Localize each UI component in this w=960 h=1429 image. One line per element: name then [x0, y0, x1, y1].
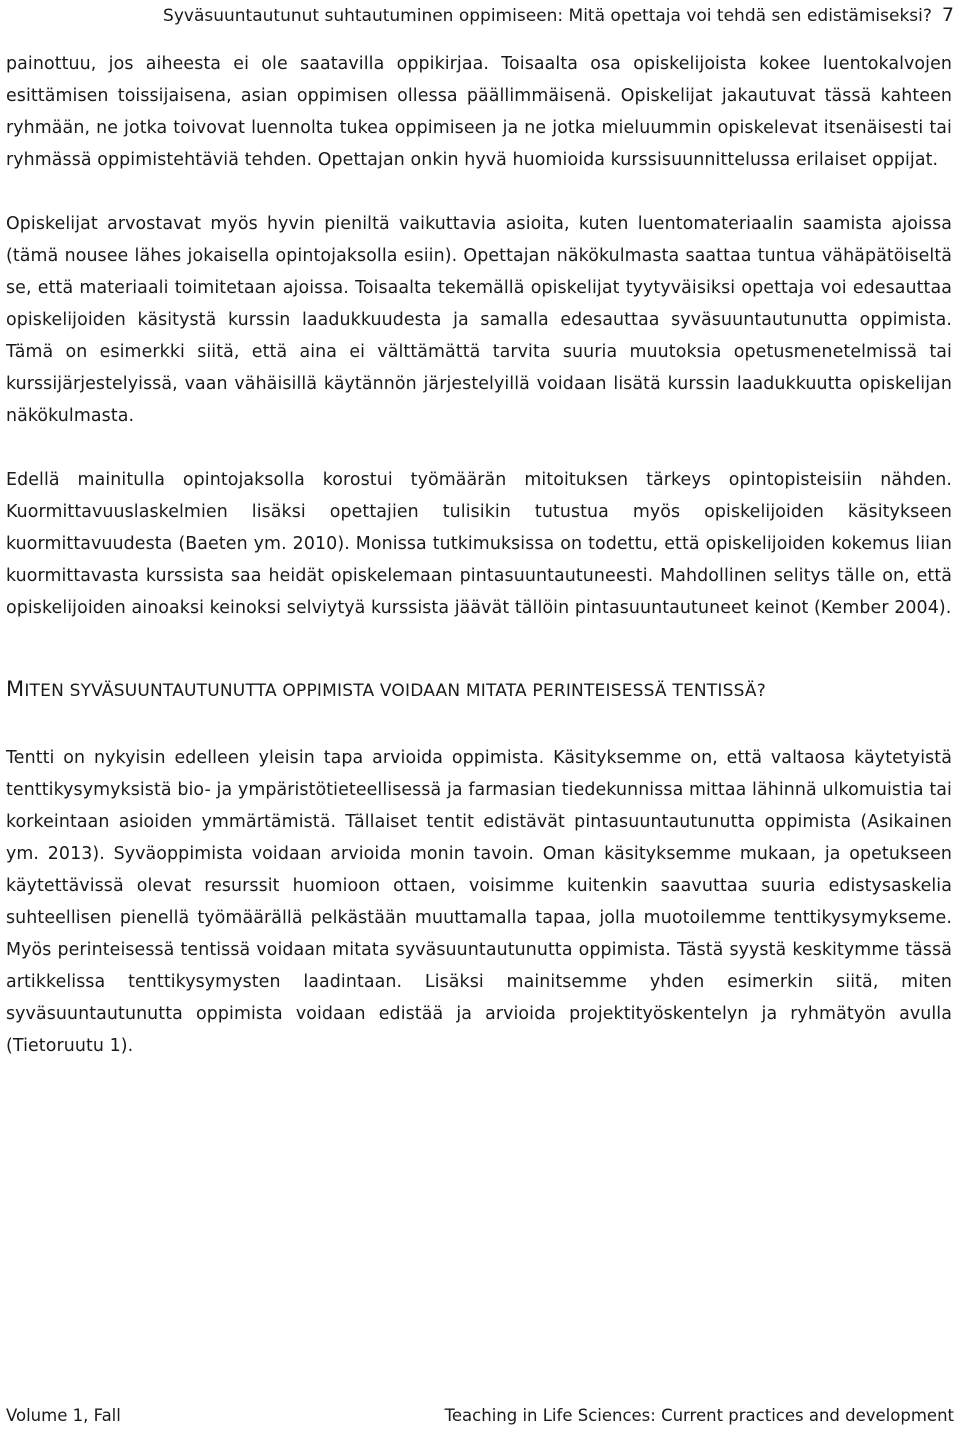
footer-volume: Volume 1, Fall [6, 1406, 121, 1425]
paragraph-1: painottuu, jos aiheesta ei ole saatavilla oppikirjaa. Toisaalta osa opiskelijoista kokee luentokalvojen esittämisen toissijaisena, asian oppimisen ollessa päällimmäisenä. Opiskelijat jakautuvat tässä kahteen ryhmään, ne jotka toivovat luennolta tukea oppimiseen ja ne jotka mieluummin opiskelevat itsenäisesti tai ryhmässä oppimistehtäviä tehden. Opettajan onkin hyvä huomioida kurssisuunnittelussa erilaiset oppijat. [6, 54, 952, 170]
footer-journal-title: Teaching in Life Sciences: Current practices and development [444, 1406, 954, 1425]
page-number: 7 [941, 4, 954, 26]
article-body [6, 48, 952, 1062]
running-title: Syväsuuntautunut suhtautuminen oppimiseen: Mitä opettaja voi tehdä sen edistämiseksi? [163, 6, 932, 26]
section-heading-rest: ITEN SYVÄSUUNTAUTUNUTTA OPPIMISTA VOIDAAN MITATA PERINTEISESSÄ TENTISSÄ? [24, 681, 766, 701]
section-paragraph: Tentti on nykyisin edelleen yleisin tapa arvioida oppimista. Käsityksemme on, että valtaosa käytetyistä tenttikysymyksistä bio- ja ympäristötieteellisessä ja farmasian tiedekunnissa mittaa lähinnä ulkomuistia tai korkeintaan asioiden ymmärtämistä. Tällaiset tentit edistävät pintasuuntautunutta oppimista (Asikainen ym. 2013). Syväoppimista voidaan arvioida monin tavoin. Oman käsityksemme mukaan, ja opetukseen käytettävissä olevat resurssit huomioon ottaen, voisimme kuitenkin saavuttaa suuria edistysaskelia suhteellisen pienellä työmäärällä pelkästään muuttamalla tapaa, jolla muotoilemme tenttikysymykseme. Myös perinteisessä tentissä voidaan mitata syväsuuntautunutta oppimista. Tästä syystä keskitymme tässä artikkelissa tenttikysymysten laadintaan. Lisäksi mainitsemme yhden esimerkin siitä, miten syväsuuntautunutta oppimista voidaan edistää ja arvioida projektityöskentelyn ja ryhmätyön avulla (Tietoruutu 1). [6, 748, 952, 1056]
paragraph-2: Opiskelijat arvostavat myös hyvin pieniltä vaikuttavia asioita, kuten luentomateriaalin saamista ajoissa (tämä nousee lähes jokaisella opintojaksolla esiin). Opettajan näkökulmasta saattaa tuntua vähäpätöiseltä se, että materiaali toimitetaan ajoissa. Toisaalta tekemällä opiskelijat tyytyväisiksi opettaja voi edesauttaa opiskelijoiden käsitystä kurssin laadukkuudesta ja samalla edesauttaa syväsuuntautunutta oppimista. Tämä on esimerkki siitä, että aina ei välttämättä tarvita suuria muutoksia opetusmenetelmissä tai kurssijärjestelyissä, vaan vähäisillä käytännön järjestelyillä voidaan lisätä kurssin laadukkuutta opiskelijan näkökulmasta. [6, 214, 952, 426]
section-heading-initial: M [6, 677, 25, 701]
section-heading [6, 674, 952, 706]
paragraph-3: Edellä mainitulla opintojaksolla korostui työmäärän mitoituksen tärkeys opintopisteisiin nähden. Kuormittavuuslaskelmien lisäksi opettajien tulisikin tutustua myös opiskelijoiden käsitykseen kuormittavuudesta (Baeten ym. 2010). Monissa tutkimuksissa on todettu, että opiskelijoiden kokemus liian kuormittavasta kurssista saa heidät opiskelemaan pintasuuntautuneesti. Mahdollinen selitys tälle on, että opiskelijoiden ainoaksi keinoksi selviytyä kurssista jäävät tällöin pintasuuntautuneet keinot (Kember 2004). [6, 470, 952, 618]
running-head [6, 4, 954, 27]
